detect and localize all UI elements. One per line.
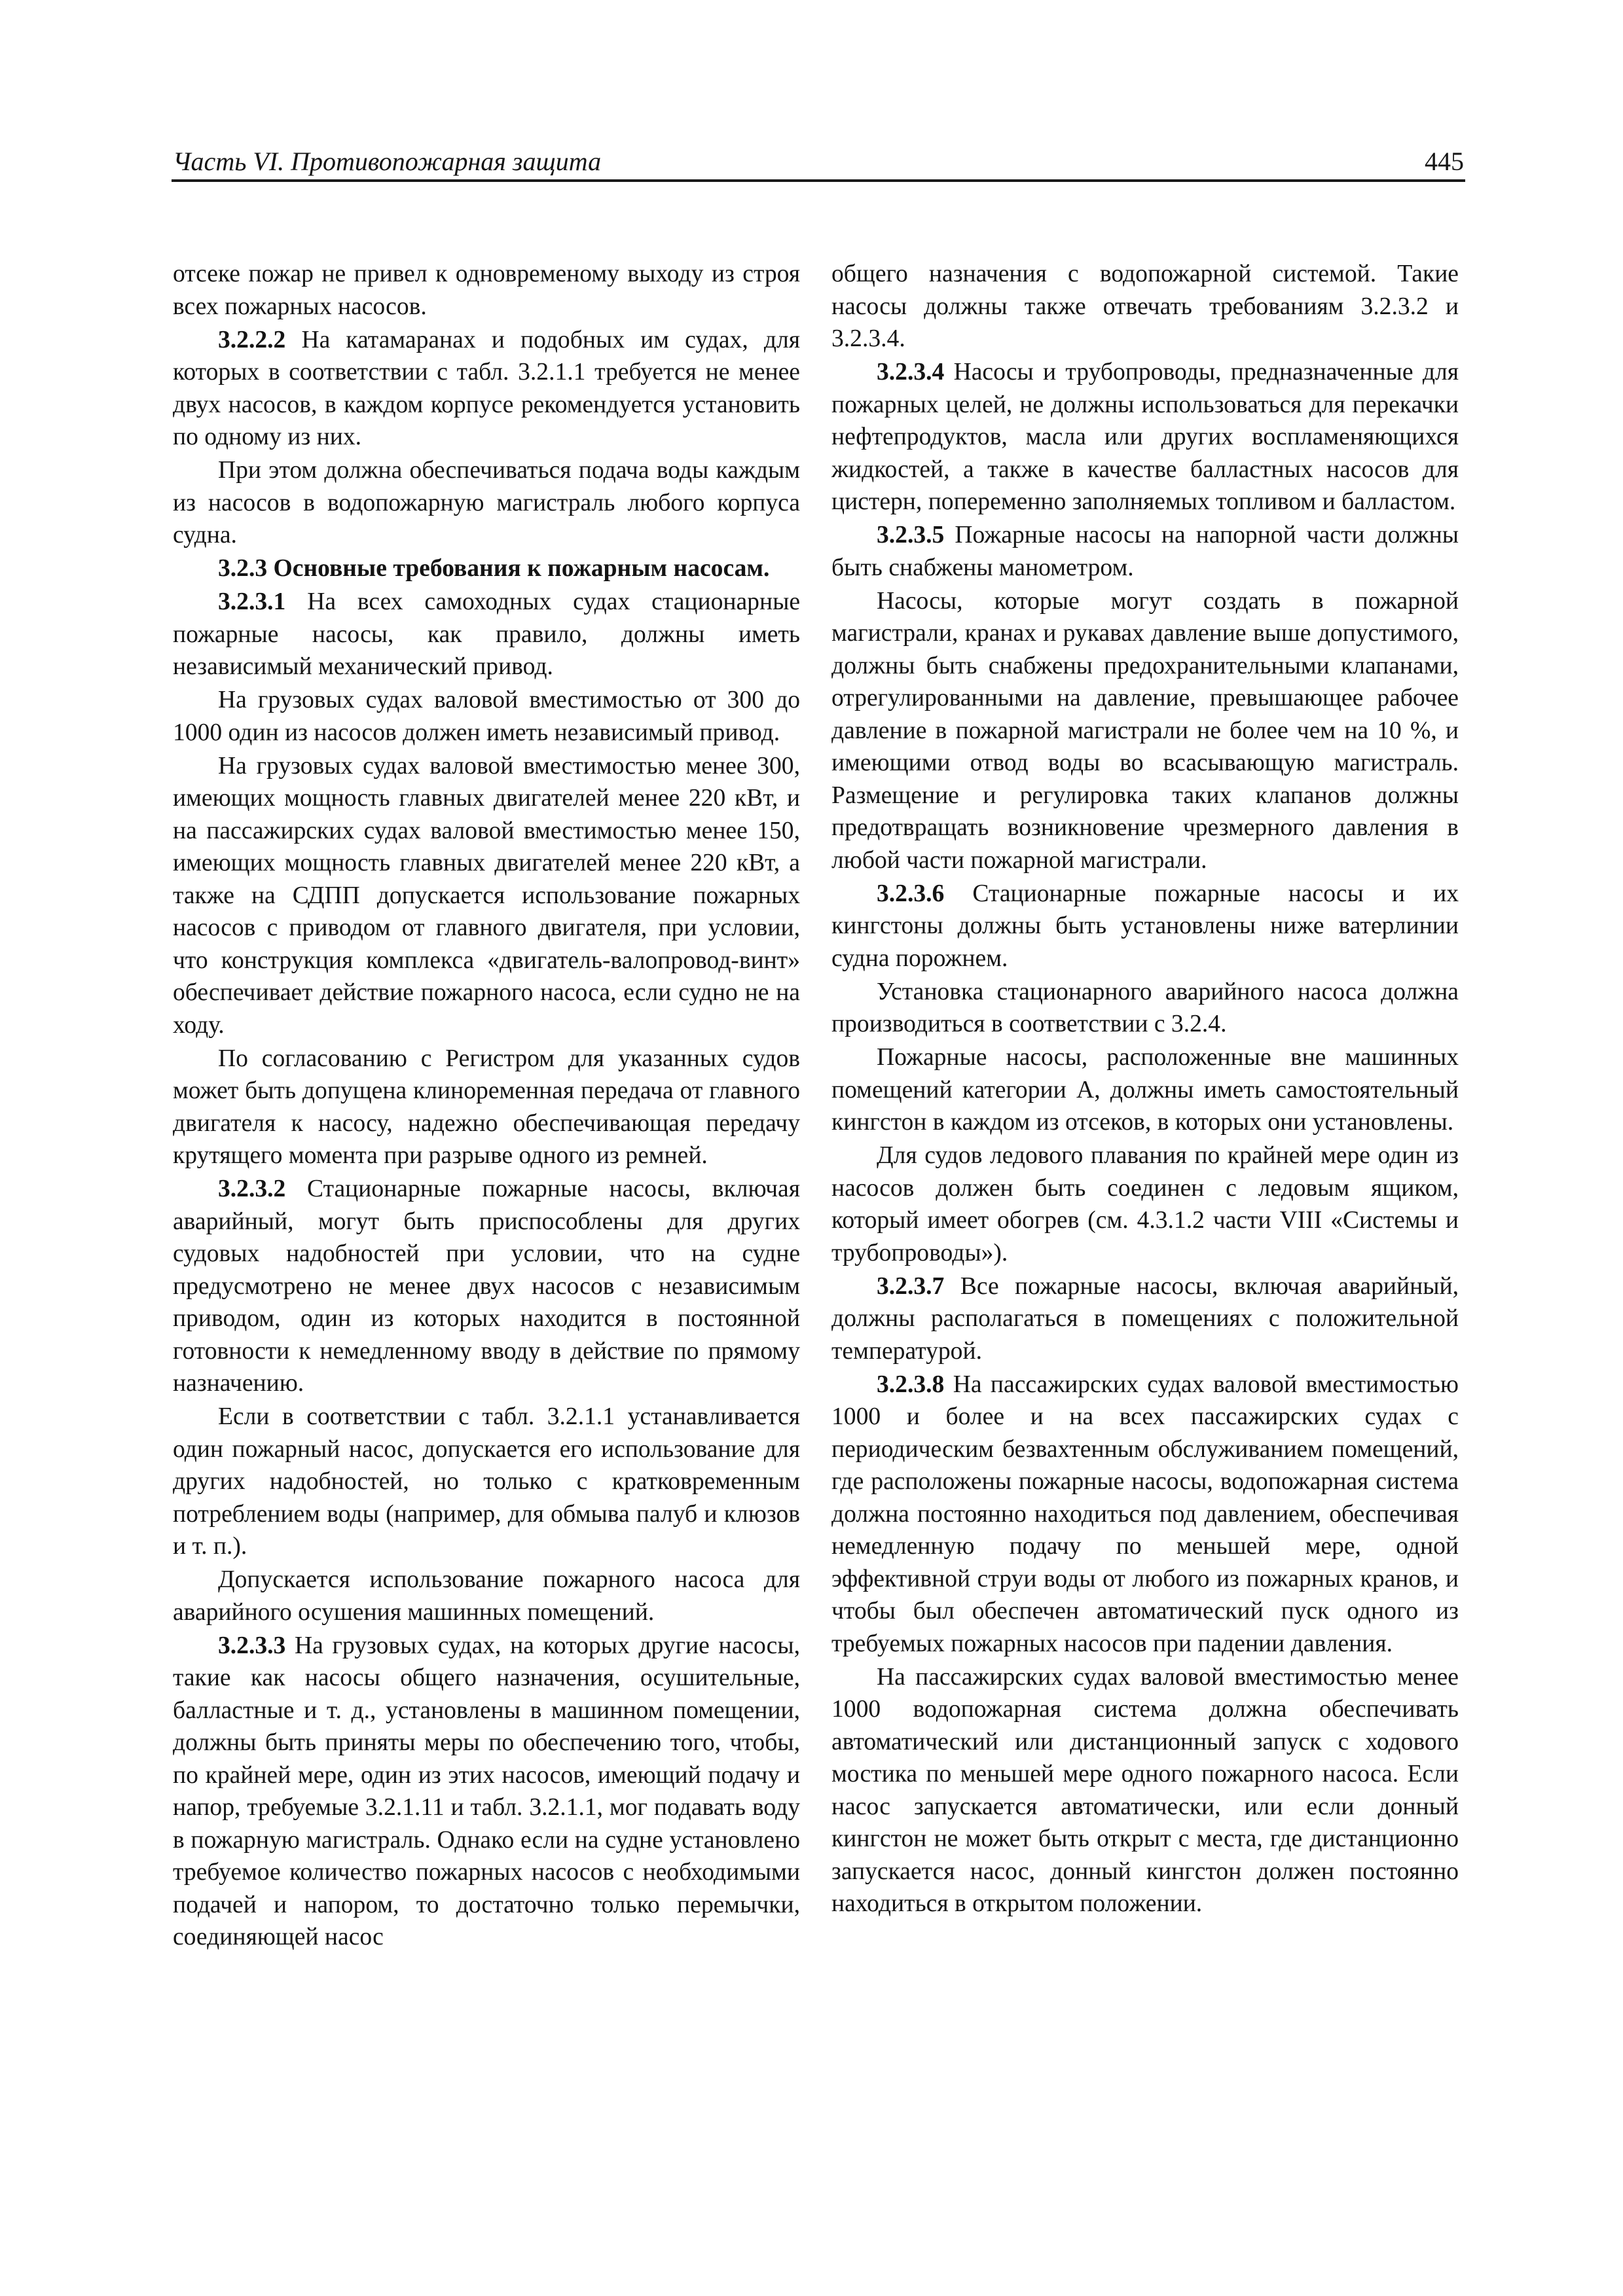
- paragraph: На пассажирских судах валовой вместимостью менее 1000 водопожарная система должна обеспечивать автоматический или дистанционный запуск с ходового мостика по меньшей мере одного пожарного насоса. Если насос запускается автоматически, или если донный кингстон не может быть открыт с места, где дистанционно запускается насос, донный кингстон должен постоянно находиться в открытом положении.: [831, 1663, 1459, 1917]
- paragraph: По согласованию с Регистром для указанных судов может быть допущена клиноременная передача от главного двигателя к насосу, надежно обеспечивающая передачу крутящего момента при разрыве одного из ремней.: [173, 1045, 800, 1169]
- paragraph: 3.2.3.4 Насосы и трубопроводы, предназначенные для пожарных целей, не должны использоваться для перекачки нефтепродуктов, масла или других воспламеняющихся жидкостей, а также в качестве балластных насосов для цистерн, попеременно заполняемых топливом и балластом.: [831, 359, 1459, 515]
- clause-number: 3.2.3.5: [877, 522, 945, 548]
- paragraph: 3.2.3.1 На всех самоходных судах стационарные пожарные насосы, как правило, должны иметь независимый механический привод.: [173, 588, 800, 680]
- paragraph: 3.2.3.3 На грузовых судах, на которых другие насосы, такие как насосы общего назначения, осушительные, балластные и т. д., установлены в машинном помещении, должны быть приняты меры по обеспечению того, чтобы, по крайней мере, один из этих насосов, имеющий подачу и напор, требуемые 3.2.1.11 и табл. 3.2.1.1, мог подавать воду в пожарную магистраль. Однако если на судне установлено требуемое количество пожарных насосов с необходимыми подачей и напором, то достаточно только перемычки, соединяющей насос: [173, 1632, 800, 1950]
- paragraph: Пожарные насосы, расположенные вне машинных помещений категории А, должны иметь самостоятельный кингстон в каждом из отсеков, в которых они установлены.: [831, 1044, 1459, 1136]
- clause-number: 3.2.3.2: [218, 1175, 286, 1202]
- paragraph: 3.2.3.2 Стационарные пожарные насосы, включая аварийный, могут быть приспособлены для других судовых надобностей при условии, что на судне предусмотрено не менее двух насосов с независимым приводом, один из которых находится в постоянной готовности к немедленному вводу в действие по прямому назначению.: [173, 1175, 800, 1397]
- paragraph: Установка стационарного аварийного насоса должна производиться в соответствии с 3.2.4.: [831, 978, 1459, 1037]
- paragraph: общего назначения с водопожарной системой. Такие насосы должны также отвечать требованиям 3.2.3.2 и 3.2.3.4.: [831, 260, 1459, 352]
- left-column: [173, 258, 800, 1954]
- paragraph: 3.2.3.5 Пожарные насосы на напорной части должны быть снабжены манометром.: [831, 522, 1459, 581]
- paragraph: отсеке пожар не привел к одновременому выходу из строя всех пожарных насосов.: [173, 260, 800, 320]
- paragraph: 3.2.3.7 Все пожарные насосы, включая аварийный, должны располагаться в помещениях с положительной температурой.: [831, 1272, 1459, 1365]
- paragraph: На грузовых судах валовой вместимостью от 300 до 1000 один из насосов должен иметь независимый привод.: [173, 687, 800, 746]
- paragraph: Для судов ледового плавания по крайней мере один из насосов должен быть соединен с ледовым ящиком, который имеет обогрев (см. 4.3.1.2 части VIII «Системы и трубопроводы»).: [831, 1142, 1459, 1266]
- paragraph: При этом должна обеспечиваться подача воды каждым из насосов в водопожарную магистраль любого корпуса судна.: [173, 457, 800, 548]
- clause-number: 3.2.3.4: [877, 359, 945, 386]
- clause-number: 3.2.2.2: [218, 326, 286, 353]
- paragraph: Допускается использование пожарного насоса для аварийного осушения машинных помещений.: [173, 1566, 800, 1626]
- paragraph: Если в соответствии с табл. 3.2.1.1 устанавливается один пожарный насос, допускается его использование для других надобностей, но только с кратковременным потреблением воды (например, для обмыва палуб и клюзов и т. п.).: [173, 1403, 800, 1560]
- right-column: [831, 258, 1459, 1921]
- section-heading: 3.2.3 Основные требования к пожарным насосам.: [218, 555, 770, 582]
- clause-number: 3.2.3.3: [218, 1632, 286, 1659]
- paragraph: На грузовых судах валовой вместимостью менее 300, имеющих мощность главных двигателей менее 220 кВт, и на пассажирских судах валовой вместимостью менее 150, имеющих мощность главных двигателей менее 220 кВт, а также на СДПП допускается использование пожарных насосов с приводом от главного двигателя, при условии, что конструкция комплекса «двигатель-валопровод-винт» обеспечивает действие пожарного насоса, если судно не на ходу.: [173, 752, 800, 1039]
- clause-number: 3.2.3.6: [877, 880, 945, 907]
- paragraph: 3.2.2.2 На катамаранах и подобных им судах, для которых в соответствии с табл. 3.2.1.1 требуется не менее двух насосов, в каждом корпусе рекомендуется установить по одному из них.: [173, 326, 800, 450]
- clause-number: 3.2.3.8: [877, 1371, 945, 1398]
- paragraph: 3.2.3.6 Стационарные пожарные насосы и их кингстоны должны быть установлены ниже ватерлинии судна порожнем.: [831, 880, 1459, 972]
- header-title: Часть VI. Противопожарная защита: [173, 147, 602, 176]
- clause-number: 3.2.3.7: [877, 1272, 945, 1300]
- clause-number: 3.2.3.1: [218, 588, 286, 615]
- paragraph: Насосы, которые могут создать в пожарной магистрали, кранах и рукавах давление выше допустимого, должны быть снабжены предохранительными клапанами, отрегулированными на давление, превышающее рабочее давление в пожарной магистрали не более чем на 10 %, и имеющими отвод воды во всасывающую магистраль. Размещение и регулировка таких клапанов должны предотвращать возникновение чрезмерного давления в любой части пожарной магистрали.: [831, 587, 1459, 874]
- running-header: [172, 145, 1465, 182]
- paragraph: 3.2.3.8 На пассажирских судах валовой вместимостью 1000 и более и на всех пассажирских судах с периодическим безвахтенным обслуживанием помещений, где расположены пожарные насосы, водопожарная система должна постоянно находиться под давлением, обеспечивая немедленную подачу по меньшей мере, одной эффективной струи воды от любого из пожарных кранов, и чтобы был обеспечен автоматический пуск одного из требуемых пожарных насосов при падении давления.: [831, 1371, 1459, 1657]
- page-number: 445: [1425, 147, 1464, 176]
